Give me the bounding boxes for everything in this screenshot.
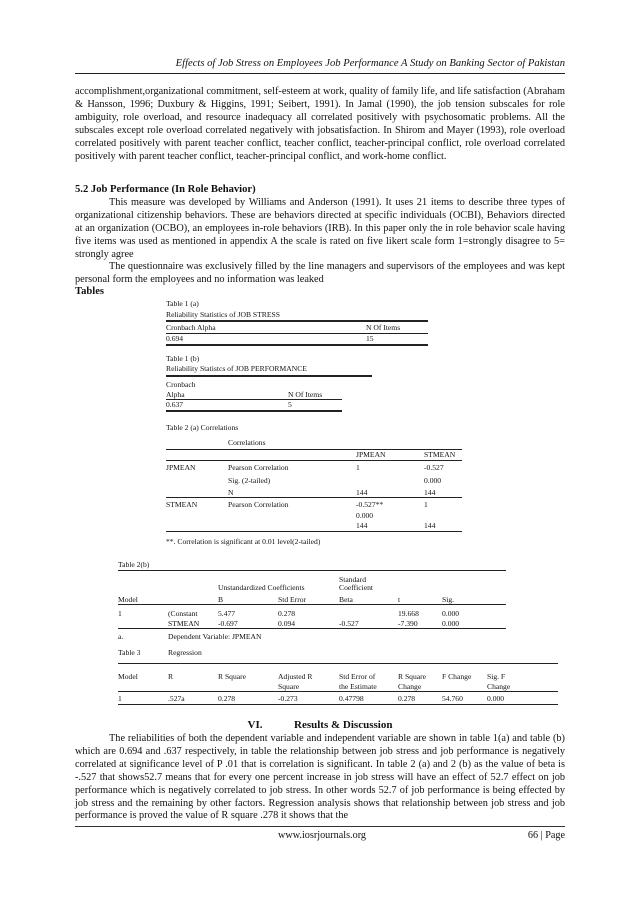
- table-2b-header-se: Std Error: [278, 595, 307, 604]
- table-3-cell: .527a: [168, 694, 185, 703]
- table-2a-label: Pearson Correlation: [228, 463, 289, 472]
- table-3-header-rsquare: R Square: [218, 672, 247, 681]
- table-2a-cell: -0.527: [424, 463, 444, 472]
- table-3-cell: 1: [118, 694, 122, 703]
- table-2b-note: Dependent Variable: JPMEAN: [168, 632, 262, 641]
- table-2b-cell: 5.477: [218, 609, 236, 618]
- table-2b-cell: 0.000: [442, 609, 460, 618]
- table-2a-title: Table 2 (a) Correlations: [166, 423, 239, 432]
- table-rule: [166, 333, 428, 334]
- table-2b-cell: -0.527: [339, 619, 359, 628]
- table-2a-cell: 1: [356, 463, 360, 472]
- table-2a-col-stmean: STMEAN: [424, 450, 456, 459]
- table-2b-title: Table 2(b): [118, 560, 150, 569]
- table-2a-row-jpmean: JPMEAN: [166, 463, 196, 472]
- table-2a-label: Pearson Correlation: [228, 500, 289, 509]
- table-rule: [166, 375, 372, 377]
- table-2b-cell: -0.697: [218, 619, 238, 628]
- table-3-cell: -0.273: [278, 694, 298, 703]
- footer-rule: [75, 826, 565, 827]
- table-1a-caption: Reliability Statistics of JOB STRESS: [166, 310, 280, 319]
- table-2a-cell: 144: [356, 488, 368, 497]
- table-3-header-rchange-1: R Square: [398, 672, 427, 681]
- table-2b-cell: 19.668: [398, 609, 419, 618]
- table-1b-title: Table 1 (b): [166, 354, 200, 363]
- table-2b-header-sig: Sig.: [442, 595, 455, 604]
- table-3-header-adj-2: Square: [278, 682, 300, 691]
- table-3-header-rchange-2: Change: [398, 682, 422, 691]
- paragraph-2: This measure was developed by Williams and Anderson (1991). It uses 21 items to describe three types of organizational citizenship behaviors. These are behaviors directed at specific individuals (OCBI), Behaviors directed at an organization (OCBO), an employees in-role behaviors (IRB). In this paper only the in role behavior scale having five items was used as mentioned in appendix A the scale is rated on five likert scale form 1=strongly disagree to 5= strongly agree: [75, 197, 565, 260]
- table-2a-cell: 144: [424, 521, 436, 530]
- table-rule: [118, 604, 506, 605]
- table-2b-cell: 1: [118, 609, 122, 618]
- table-2a-cell: 1: [424, 500, 428, 509]
- table-2a-subtitle: Correlations: [228, 438, 266, 447]
- table-rule: [166, 410, 342, 412]
- table-2a-cell: 144: [424, 488, 436, 497]
- table-1b-value-alpha: 0.637: [166, 400, 184, 409]
- table-3-title: Table 3: [118, 648, 141, 657]
- table-3-cell: 54.760: [442, 694, 463, 703]
- table-3-header-adj-1: Adjusted R: [278, 672, 313, 681]
- table-rule: [166, 344, 428, 346]
- table-3-header-model: Model: [118, 672, 138, 681]
- table-3-cell: 0.278: [218, 694, 236, 703]
- table-rule: [118, 691, 558, 692]
- table-rule: [166, 320, 428, 322]
- table-rule: [166, 531, 462, 532]
- table-2a-cell: 0.000: [424, 476, 442, 485]
- table-rule: [166, 449, 462, 450]
- table-3-cell: 0.000: [487, 694, 505, 703]
- table-3-header-se-1: Std Error of: [339, 672, 376, 681]
- section-title: Results & Discussion: [294, 719, 393, 731]
- table-3-header-r: R: [168, 672, 174, 681]
- table-3-caption: Regression: [168, 648, 202, 657]
- table-2a-row-stmean: STMEAN: [166, 500, 198, 509]
- table-1a-value-alpha: 0.694: [166, 334, 184, 343]
- section-heading-5-2: 5.2 Job Performance (In Role Behavior): [75, 184, 256, 195]
- table-rule: [118, 663, 558, 664]
- running-header: Effects of Job Stress on Employees Job Performance A Study on Banking Sector of Pakistan: [175, 58, 565, 69]
- paragraph-4: The reliabilities of both the dependent variable and independent variable are shown in table 1(a) and table (b) which are 0.694 and .637 respectively, in table the relationship between job stress and job performance is negatively correlated at significance level of P .01 that is correlation is significant. In table 2 (a) and 2 (b) as the value of beta is -.527 that shows52.7 means that for every one percent increase in job stress will have an effect of 52.7 effect on job performance which is negatively correlated to job stress. In other words 52.7 of job performance is being effected by job stress and the remaining by other factors. Regression analysis shows that relationship between job stress and job performance is proved the value of R square .278 it shows that the: [75, 733, 565, 822]
- table-2a-cell: 144: [356, 521, 368, 530]
- paragraph-1: accomplishment,organizational commitment, self-esteem at work, quality of family life, and life satisfaction (Abraham & Hansson, 1996; Duxbury & Higgins, 1991; Seibert, 1991). In Jamal (1990), the job tension subscales for role ambiguity, role overload, and resource inadequacy all correlated positively with psychosomatic problems. All the subscales except role overload correlated negatively with jobsatisfaction. In Shirom and Mayer (1993), role overload correlated positively with parent teacher conflict, teacher conflict, teacher-principal conflict, role overload correlated positively with parent teacher conflict, teacher-principal conflict, and work-home conflict.: [75, 86, 565, 162]
- table-1b-header-alpha-1: Cronbach: [166, 380, 196, 389]
- section-number: VI.: [247, 719, 263, 731]
- table-2b-header-beta: Beta: [339, 595, 353, 604]
- table-2a-note: **. Correlation is significant at 0.01 level(2-tailed): [166, 537, 321, 546]
- table-3-header-fchange: F Change: [442, 672, 472, 681]
- table-2b-cell: (Constant: [168, 609, 198, 618]
- table-3-cell: 0.47798: [339, 694, 364, 703]
- table-1b-header-items: N Of Items: [288, 390, 323, 399]
- paragraph-3: The questionnaire was exclusively filled by the line managers and supervisors of the employees and was kept personal form the employees and no information was leaked: [75, 261, 565, 285]
- table-1a-header-alpha: Cronbach Alpha: [166, 323, 216, 332]
- table-2b-cell: STMEAN: [168, 619, 200, 628]
- table-2b-header-coefficient: Coefficient: [339, 583, 374, 592]
- table-1b-header-alpha-2: Alpha: [166, 390, 185, 399]
- header-rule: [75, 73, 565, 74]
- table-2a-label: N: [228, 488, 234, 497]
- table-2b-cell: 0.000: [442, 619, 460, 628]
- table-2b-cell: 0.278: [278, 609, 296, 618]
- table-2b-note-marker: a.: [118, 632, 124, 641]
- table-2b-header-t: t: [398, 595, 401, 604]
- tables-heading: Tables: [75, 286, 105, 297]
- table-2b-header-b: B: [218, 595, 224, 604]
- footer-url: www.iosrjournals.org: [278, 830, 367, 841]
- table-2b-header-unstandardized: Unstandardized Coefficients: [218, 583, 305, 592]
- table-2a-cell: 0.000: [356, 511, 374, 520]
- footer-page-number: 66 | Page: [527, 830, 565, 841]
- table-2b-header-model: Model: [118, 595, 138, 604]
- table-2b-cell: 0.094: [278, 619, 296, 628]
- table-1a-header-items: N Of Items: [366, 323, 401, 332]
- table-1a-value-items: 15: [366, 334, 374, 343]
- table-1b-caption: Reliability Statistcs of JOB PERFORMANCE: [166, 364, 307, 373]
- table-2a-col-jpmean: JPMEAN: [356, 450, 386, 459]
- section-heading-vi: [75, 719, 565, 731]
- table-rule: [118, 628, 506, 629]
- table-rule: [166, 460, 462, 461]
- table-rule: [118, 704, 558, 705]
- table-2a-label: Sig. (2-tailed): [228, 476, 271, 485]
- table-2a-cell: -0.527**: [356, 500, 384, 509]
- table-rule: [166, 497, 462, 498]
- table-3-header-sigf-1: Sig. F: [487, 672, 506, 681]
- table-rule: [118, 570, 506, 571]
- table-3-header-se-2: the Estimate: [339, 682, 377, 691]
- table-1b-value-items: 5: [288, 400, 292, 409]
- table-2b-header-standard: Standard: [339, 575, 366, 584]
- table-3-cell: 0.278: [398, 694, 416, 703]
- table-rule: [166, 399, 342, 400]
- table-1a-title: Table 1 (a): [166, 299, 199, 308]
- table-3-header-sigf-2: Change: [487, 682, 511, 691]
- table-2b-cell: -7.390: [398, 619, 418, 628]
